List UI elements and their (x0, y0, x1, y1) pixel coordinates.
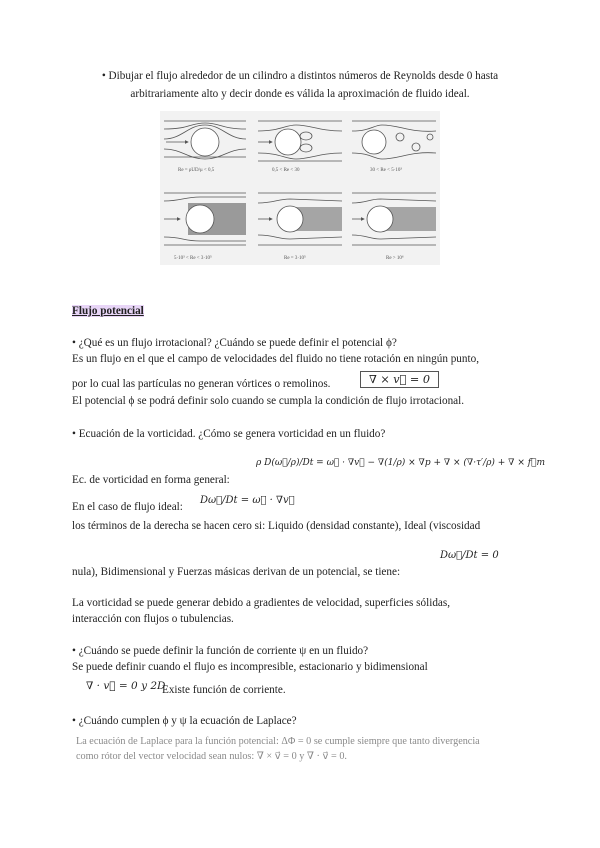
cylinder-flow-diagram (160, 111, 440, 265)
label-p1: Re = ρUD/μ < 0,5 (178, 168, 215, 173)
q3-line1: Se puede definir cuando el flujo es incompresible, estacionario y bidimensional (72, 661, 428, 673)
q1-question: • ¿Qué es un flujo irrotacional? ¿Cuándo se puede definir el potencial ϕ? (72, 337, 397, 349)
q1-formula: ∇ × v⃗ = 0 (360, 371, 439, 388)
panel-1 (164, 121, 246, 159)
q0-line1: • Dibujar el flujo alrededor de un cilindro a distintos números de Reynolds desde 0 hasta (101, 70, 499, 82)
q2-question: • Ecuación de la vorticidad. ¿Cómo se genera vorticidad en un fluido? (72, 428, 386, 440)
panel-2 (258, 121, 342, 161)
q2-line-terms2: nula), Bidimensional y Fuerzas másicas derivan de un potencial, se tiene: (72, 566, 401, 578)
q2-formula-general: ρ D(ω⃗/ρ)/Dt = ω⃗ · ∇v⃗ − ∇(1/ρ) × ∇p + ∇ × (∇·τ′/ρ) + ∇ × f⃗m (256, 458, 545, 468)
q2-line-terms: los términos de la derecha se hacen cero si: Liquido (densidad constante), Ideal (viscosidad (72, 520, 481, 532)
q1-line1: Es un flujo en el que el campo de velocidades del fluido no tiene rotación en ningún punto, (72, 353, 479, 365)
panel-3 (352, 121, 436, 159)
q2-para1: La vorticidad se puede generar debido a gradientes de velocidad, superficies sólidas, (72, 597, 451, 609)
label-p3: 30 < Re < 5·10³ (370, 168, 402, 173)
q2-label-ideal: En el caso de flujo ideal: (72, 501, 183, 513)
q2-para2: interacción con flujos o tubulencias. (72, 613, 234, 625)
q3-question: • ¿Cuándo se puede definir la función de corriente ψ en un fluido? (72, 645, 369, 657)
q2-label-general: Ec. de vorticidad en forma general: (72, 474, 230, 486)
panel-5 (258, 193, 342, 245)
q3-line2: Existe función de corriente. (162, 684, 286, 696)
q4-question: • ¿Cuándo cumplen ϕ y ψ la ecuación de Laplace? (72, 715, 297, 727)
q4-line2: como rótor del vector velocidad sean nulos: ∇ × v⃗ = 0 y ∇ · v⃗ = 0. (76, 751, 347, 762)
q1-line3: El potencial ϕ se podrá definir solo cuando se cumpla la condición de flujo irrotacional. (72, 395, 465, 407)
q0-line2: arbitrariamente alto y decir donde es válida la aproximación de fluido ideal. (130, 88, 470, 100)
cylinder-flow-figure (160, 111, 440, 265)
label-p4: 5·10³ < Re < 3·10⁵ (174, 256, 212, 261)
q3-formula: ∇ · v⃗ = 0 y 2D (86, 680, 166, 692)
q1-line2: por lo cual las partículas no generan vórtices o remolinos. (72, 378, 331, 390)
panel-6 (352, 193, 436, 245)
label-p6: Re > 10⁶ (386, 256, 404, 261)
section-title: Flujo potencial (72, 305, 144, 317)
label-p2: 0,5 < Re < 30 (272, 168, 300, 173)
label-p5: Re = 3·10⁵ (284, 256, 306, 261)
q4-line1: La ecuación de Laplace para la función potencial: ΔΦ = 0 se cumple siempre que tanto divergencia (76, 736, 480, 747)
panel-4 (164, 193, 246, 245)
q2-formula-zero: Dω⃗/Dt = 0 (440, 550, 499, 561)
q2-formula-ideal: Dω⃗/Dt = ω⃗ · ∇v⃗ (200, 495, 295, 506)
